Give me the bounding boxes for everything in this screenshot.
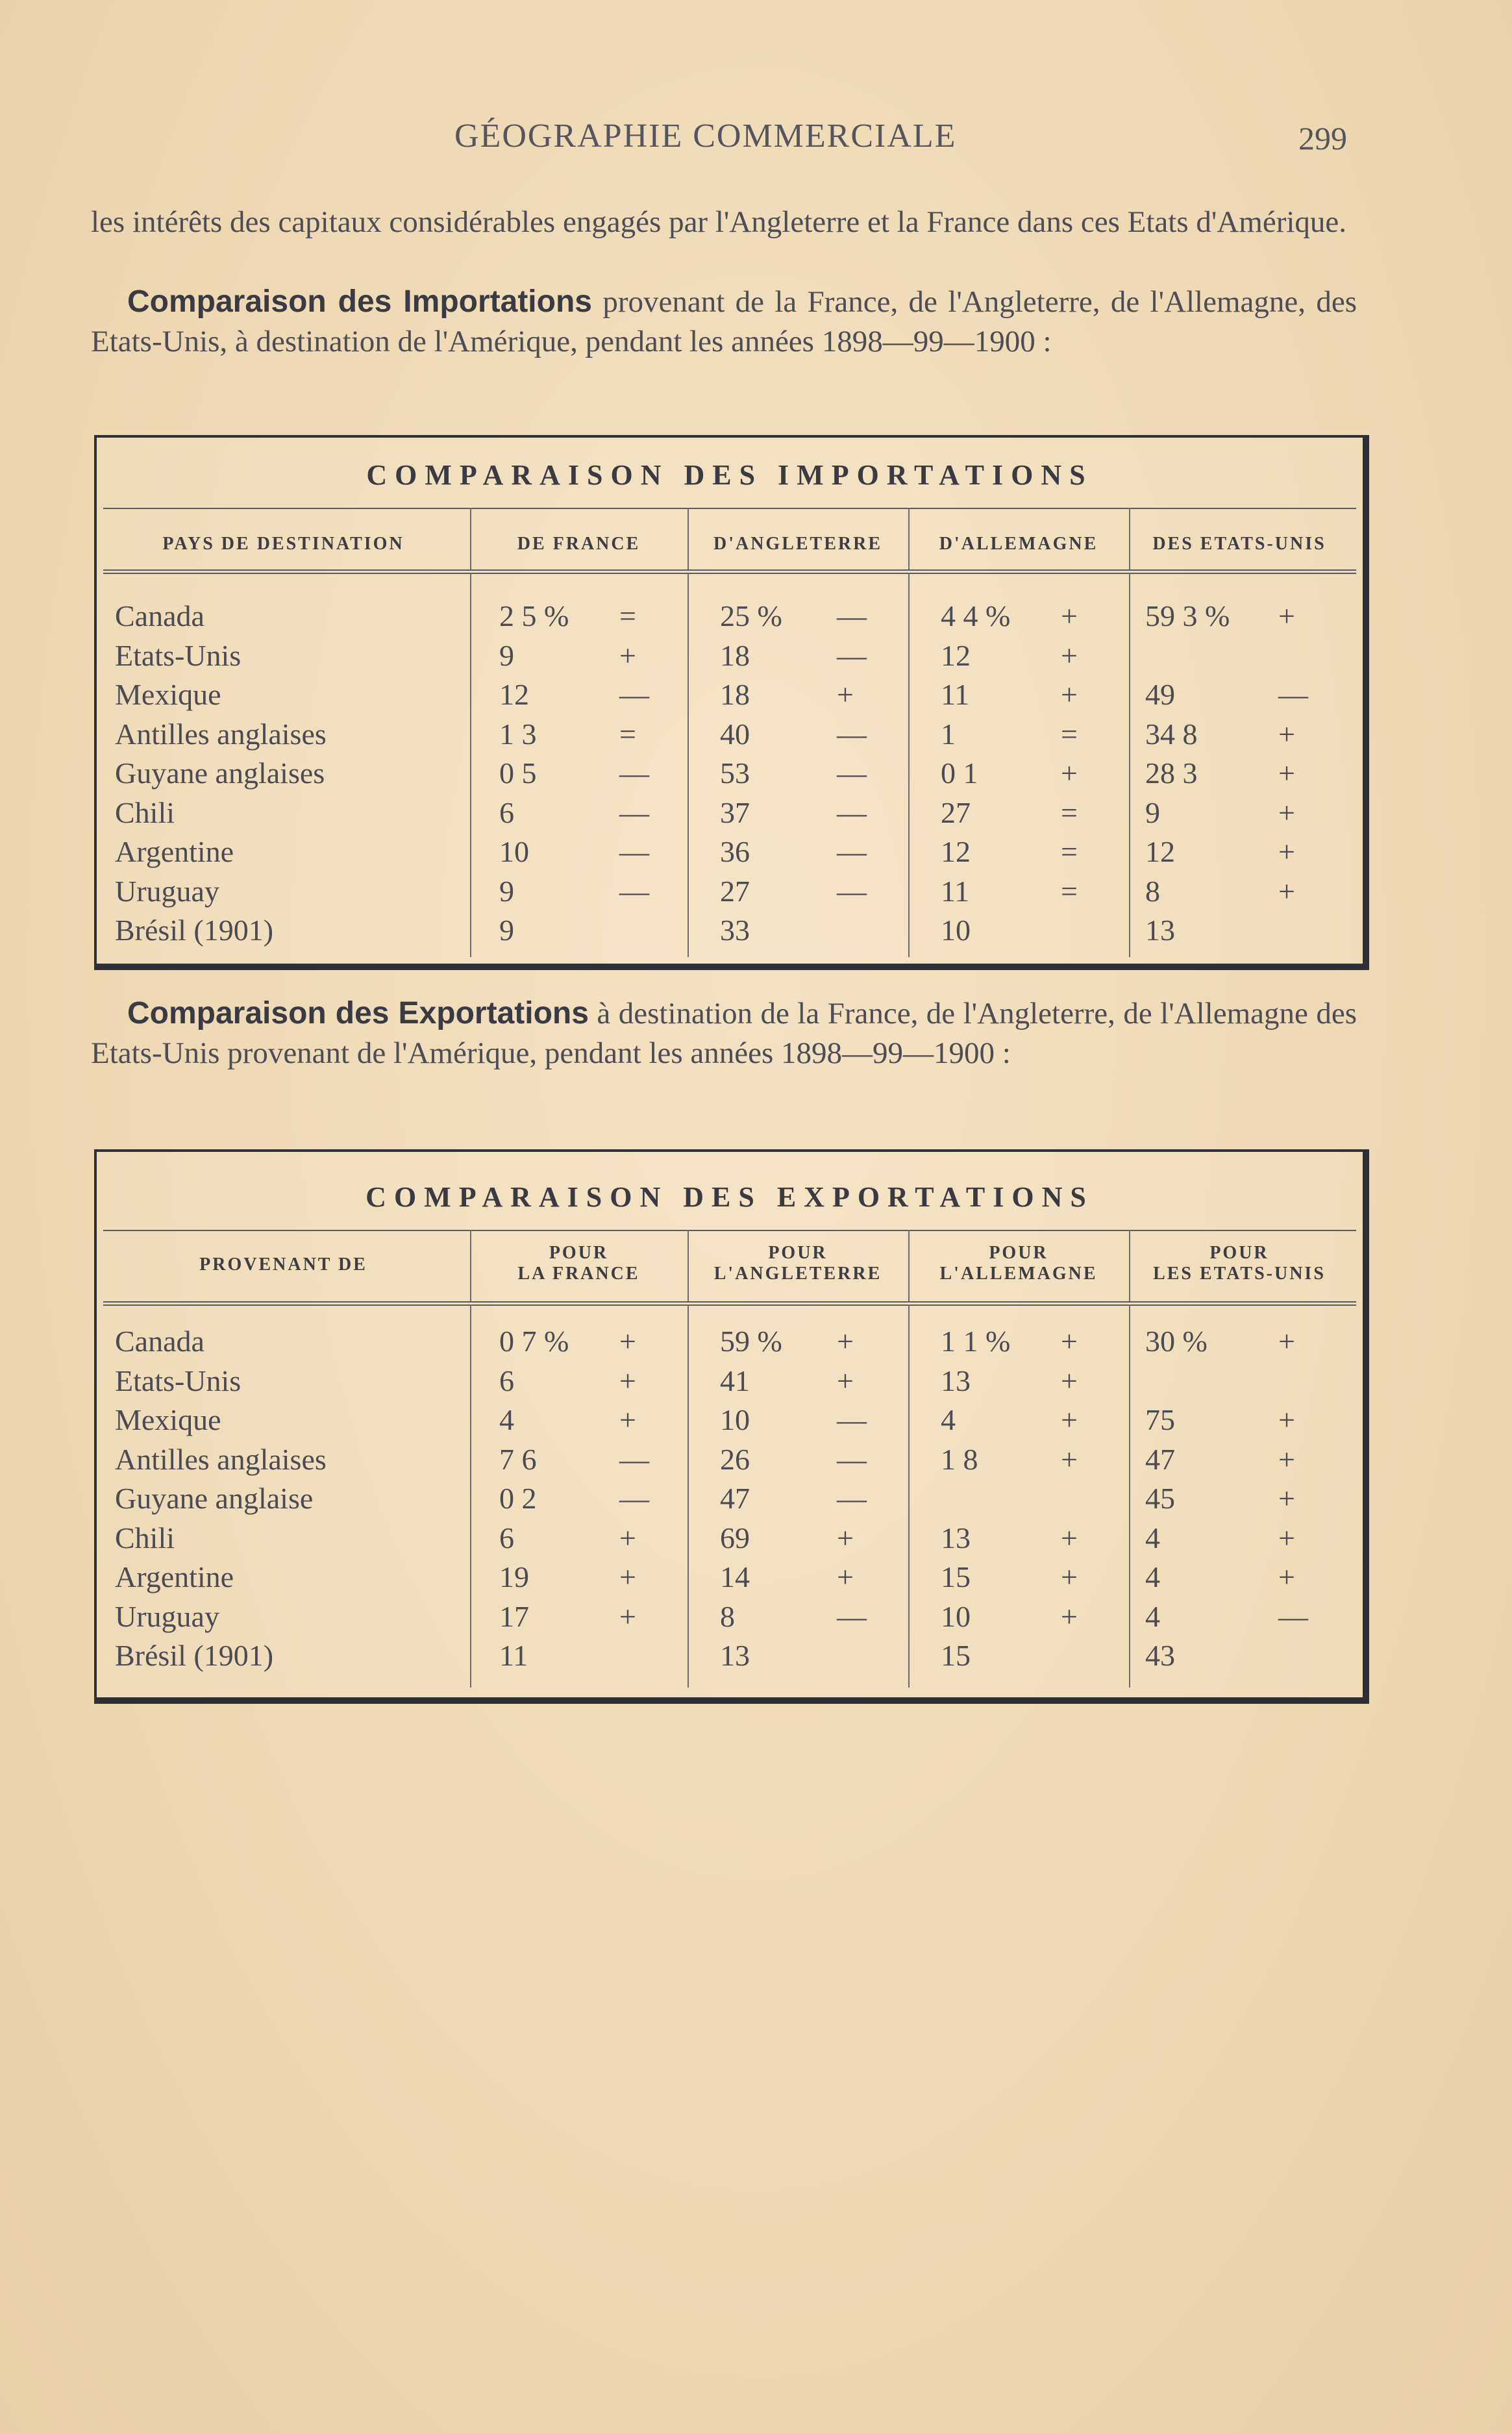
- value-france: 0 5: [499, 756, 537, 790]
- table-row: [97, 675, 1363, 714]
- sign-france: —: [619, 678, 649, 711]
- table-row: [97, 1558, 1363, 1597]
- value-france: 19: [499, 1560, 529, 1593]
- value-angleterre: 8: [720, 1599, 735, 1633]
- sign-allemagne: +: [1061, 1599, 1078, 1633]
- sign-allemagne: +: [1061, 1364, 1078, 1397]
- country-name: Etats-Unis: [115, 638, 242, 672]
- value-etats-unis: 75: [1145, 1403, 1175, 1436]
- value-angleterre: 33: [720, 914, 750, 947]
- country-name: Guyane anglaise: [115, 1482, 314, 1515]
- sign-allemagne: +: [1061, 638, 1078, 672]
- value-angleterre: 69: [720, 1521, 750, 1554]
- sign-allemagne: =: [1061, 795, 1078, 829]
- sign-france: +: [619, 1403, 636, 1436]
- sign-angleterre: —: [837, 874, 867, 908]
- value-france: 9: [499, 914, 514, 947]
- country-name: Guyane anglaises: [115, 756, 325, 790]
- value-etats-unis: 59 3 %: [1145, 599, 1230, 632]
- page-number: 299: [1298, 120, 1347, 156]
- table-row: [97, 1322, 1363, 1361]
- country-name: Brésil (1901): [115, 1639, 274, 1672]
- country-name: Antilles anglaises: [115, 717, 327, 751]
- imports-header-etats-unis: DES ETATS-UNIS: [1152, 534, 1326, 554]
- sign-etats-unis: +: [1278, 874, 1295, 908]
- value-etats-unis: 4: [1145, 1521, 1160, 1554]
- imports-lead: Comparaison des Importations: [127, 284, 592, 319]
- value-france: 0 2: [499, 1482, 537, 1515]
- value-angleterre: 13: [720, 1639, 750, 1672]
- value-france: 10: [499, 835, 529, 868]
- sign-angleterre: —: [837, 1403, 867, 1436]
- sign-france: +: [619, 1560, 636, 1593]
- value-allemagne: 15: [941, 1639, 971, 1672]
- value-allemagne: 11: [941, 678, 970, 711]
- sign-allemagne: +: [1061, 1560, 1078, 1593]
- sign-etats-unis: +: [1278, 1482, 1295, 1515]
- value-allemagne: 1 1 %: [941, 1325, 1011, 1358]
- value-angleterre: 47: [720, 1482, 750, 1515]
- sign-allemagne: +: [1061, 756, 1078, 790]
- value-angleterre: 41: [720, 1364, 750, 1397]
- sign-allemagne: +: [1061, 1403, 1078, 1436]
- sign-etats-unis: +: [1278, 1403, 1295, 1436]
- table-row: [97, 1636, 1363, 1675]
- value-allemagne: 27: [941, 795, 971, 829]
- sign-etats-unis: +: [1278, 795, 1295, 829]
- value-allemagne: 1: [941, 717, 956, 751]
- exports-text: à destination de la France, de l'Angleterre, de l'Allemagne des Etats-Unis provenant de l'Amérique, pendant les années 1898—99—1900 :: [91, 997, 1357, 1070]
- page-header: [0, 117, 1512, 162]
- value-france: 6: [499, 1521, 514, 1554]
- sign-angleterre: —: [837, 638, 867, 672]
- sign-angleterre: +: [837, 1560, 854, 1593]
- exports-table-title: COMPARAISON DES EXPORTATIONS: [366, 1181, 1094, 1213]
- table-row: [97, 597, 1363, 636]
- value-angleterre: 18: [720, 678, 750, 711]
- country-name: Uruguay: [115, 1599, 219, 1633]
- value-france: 9: [499, 874, 514, 908]
- exports-header-france: POUR LA FRANCE: [517, 1243, 640, 1284]
- value-allemagne: 15: [941, 1560, 971, 1593]
- sign-angleterre: —: [837, 756, 867, 790]
- sign-allemagne: +: [1061, 1442, 1078, 1476]
- value-etats-unis: 8: [1145, 874, 1160, 908]
- exports-lead: Comparaison des Exportations: [127, 996, 589, 1030]
- running-title: GÉOGRAPHIE COMMERCIALE: [454, 118, 957, 155]
- sign-etats-unis: +: [1278, 1521, 1295, 1554]
- value-allemagne: 13: [941, 1521, 971, 1554]
- value-angleterre: 18: [720, 638, 750, 672]
- sign-allemagne: +: [1061, 1325, 1078, 1358]
- value-france: 4: [499, 1403, 514, 1436]
- value-allemagne: 10: [941, 914, 971, 947]
- country-name: Argentine: [115, 1560, 234, 1593]
- sign-etats-unis: +: [1278, 1560, 1295, 1593]
- sign-angleterre: —: [837, 1482, 867, 1515]
- value-etats-unis: 28 3: [1145, 756, 1198, 790]
- sign-angleterre: +: [837, 1521, 854, 1554]
- paragraph-imports: [91, 282, 1357, 362]
- sign-france: +: [619, 1364, 636, 1397]
- sign-france: +: [619, 1325, 636, 1358]
- exports-header-allemagne: POUR L'ALLEMAGNE: [939, 1243, 1098, 1284]
- value-etats-unis: 9: [1145, 795, 1160, 829]
- sign-france: —: [619, 1442, 649, 1476]
- sign-angleterre: —: [837, 599, 867, 632]
- value-allemagne: 0 1: [941, 756, 978, 790]
- imports-header-destination: PAYS DE DESTINATION: [162, 534, 404, 554]
- value-angleterre: 25 %: [720, 599, 782, 632]
- value-etats-unis: 4: [1145, 1560, 1160, 1593]
- value-france: 9: [499, 638, 514, 672]
- table-row: [97, 715, 1363, 754]
- value-allemagne: 12: [941, 638, 971, 672]
- sign-allemagne: +: [1061, 678, 1078, 711]
- sign-allemagne: =: [1061, 717, 1078, 751]
- value-france: 0 7 %: [499, 1325, 569, 1358]
- table-row: [97, 1440, 1363, 1479]
- value-etats-unis: 34 8: [1145, 717, 1198, 751]
- imports-header-allemagne: D'ALLEMAGNE: [939, 534, 1098, 554]
- value-france: 7 6: [499, 1442, 537, 1476]
- value-allemagne: 1 8: [941, 1442, 978, 1476]
- value-angleterre: 36: [720, 835, 750, 868]
- sign-france: =: [619, 717, 636, 751]
- sign-etats-unis: +: [1278, 717, 1295, 751]
- value-france: 12: [499, 678, 529, 711]
- imports-header-angleterre: D'ANGLETERRE: [713, 534, 883, 554]
- value-etats-unis: 4: [1145, 1599, 1160, 1633]
- country-name: Canada: [115, 1325, 204, 1358]
- country-name: Mexique: [115, 678, 221, 711]
- sign-france: =: [619, 599, 636, 632]
- sign-angleterre: +: [837, 1364, 854, 1397]
- sign-france: —: [619, 795, 649, 829]
- value-etats-unis: 13: [1145, 914, 1175, 947]
- table-row: [97, 1597, 1363, 1636]
- value-france: 6: [499, 1364, 514, 1397]
- country-name: Brésil (1901): [115, 914, 274, 947]
- sign-etats-unis: +: [1278, 835, 1295, 868]
- value-angleterre: 10: [720, 1403, 750, 1436]
- sign-etats-unis: —: [1278, 1599, 1308, 1633]
- value-angleterre: 40: [720, 717, 750, 751]
- table-row: [97, 1362, 1363, 1401]
- sign-france: —: [619, 874, 649, 908]
- country-name: Chili: [115, 1521, 175, 1554]
- value-etats-unis: 30 %: [1145, 1325, 1208, 1358]
- sign-france: +: [619, 638, 636, 672]
- imports-table: [94, 435, 1369, 970]
- value-france: 6: [499, 795, 514, 829]
- sign-france: +: [619, 1599, 636, 1633]
- country-name: Canada: [115, 599, 204, 632]
- value-france: 1 3: [499, 717, 537, 751]
- value-angleterre: 53: [720, 756, 750, 790]
- sign-etats-unis: +: [1278, 1325, 1295, 1358]
- country-name: Argentine: [115, 835, 234, 868]
- table-row: [97, 793, 1363, 832]
- sign-france: +: [619, 1521, 636, 1554]
- sign-angleterre: +: [837, 1325, 854, 1358]
- table-row: [97, 1401, 1363, 1440]
- sign-angleterre: —: [837, 717, 867, 751]
- value-allemagne: 4: [941, 1403, 956, 1436]
- imports-header-france: DE FRANCE: [517, 534, 641, 554]
- sign-allemagne: =: [1061, 874, 1078, 908]
- exports-header-provenant: PROVENANT DE: [199, 1254, 367, 1275]
- sign-allemagne: +: [1061, 1521, 1078, 1554]
- exports-header-etats-unis: POUR LES ETATS-UNIS: [1153, 1243, 1326, 1284]
- country-name: Uruguay: [115, 874, 219, 908]
- value-angleterre: 59 %: [720, 1325, 782, 1358]
- country-name: Etats-Unis: [115, 1364, 242, 1397]
- sign-france: —: [619, 835, 649, 868]
- paragraph-intro: les intérêts des capitaux considérables engagés par l'Angleterre et la France dans ces Etats d'Amérique.: [91, 205, 1347, 239]
- sign-allemagne: =: [1061, 835, 1078, 868]
- value-etats-unis: 12: [1145, 835, 1175, 868]
- exports-header-angleterre: POUR L'ANGLETERRE: [713, 1243, 882, 1284]
- value-france: 2 5 %: [499, 599, 569, 632]
- value-allemagne: 12: [941, 835, 971, 868]
- value-allemagne: 13: [941, 1364, 971, 1397]
- value-allemagne: 10: [941, 1599, 971, 1633]
- value-allemagne: 11: [941, 874, 970, 908]
- sign-angleterre: +: [837, 678, 854, 711]
- paragraph-exports: [91, 993, 1357, 1073]
- value-angleterre: 27: [720, 874, 750, 908]
- sign-etats-unis: +: [1278, 756, 1295, 790]
- sign-etats-unis: +: [1278, 1442, 1295, 1476]
- value-etats-unis: 43: [1145, 1639, 1175, 1672]
- table-row: [97, 636, 1363, 675]
- value-angleterre: 14: [720, 1560, 750, 1593]
- value-allemagne: 4 4 %: [941, 599, 1011, 632]
- sign-angleterre: —: [837, 1442, 867, 1476]
- sign-etats-unis: —: [1278, 678, 1308, 711]
- sign-france: —: [619, 756, 649, 790]
- sign-angleterre: —: [837, 795, 867, 829]
- table-row: [97, 1519, 1363, 1558]
- table-row: [97, 872, 1363, 911]
- value-etats-unis: 47: [1145, 1442, 1175, 1476]
- table-row: [97, 1479, 1363, 1518]
- value-france: 11: [499, 1639, 528, 1672]
- table-row: [97, 754, 1363, 793]
- imports-text: provenant de la France, de l'Angleterre, de l'Allemagne, des Etats-Unis, à destination de l'Amérique, pendant les années 1898—99—1900 :: [91, 285, 1357, 358]
- sign-angleterre: —: [837, 1599, 867, 1633]
- country-name: Antilles anglaises: [115, 1442, 327, 1476]
- value-angleterre: 26: [720, 1442, 750, 1476]
- value-angleterre: 37: [720, 795, 750, 829]
- sign-angleterre: —: [837, 835, 867, 868]
- table-row: [97, 832, 1363, 871]
- sign-allemagne: +: [1061, 599, 1078, 632]
- table-row: [97, 911, 1363, 950]
- value-etats-unis: 49: [1145, 678, 1175, 711]
- value-france: 17: [499, 1599, 529, 1633]
- imports-table-title: COMPARAISON DES IMPORTATIONS: [366, 459, 1093, 491]
- country-name: Mexique: [115, 1403, 221, 1436]
- sign-etats-unis: +: [1278, 599, 1295, 632]
- sign-france: —: [619, 1482, 649, 1515]
- exports-table: [94, 1149, 1369, 1704]
- country-name: Chili: [115, 795, 175, 829]
- value-etats-unis: 45: [1145, 1482, 1175, 1515]
